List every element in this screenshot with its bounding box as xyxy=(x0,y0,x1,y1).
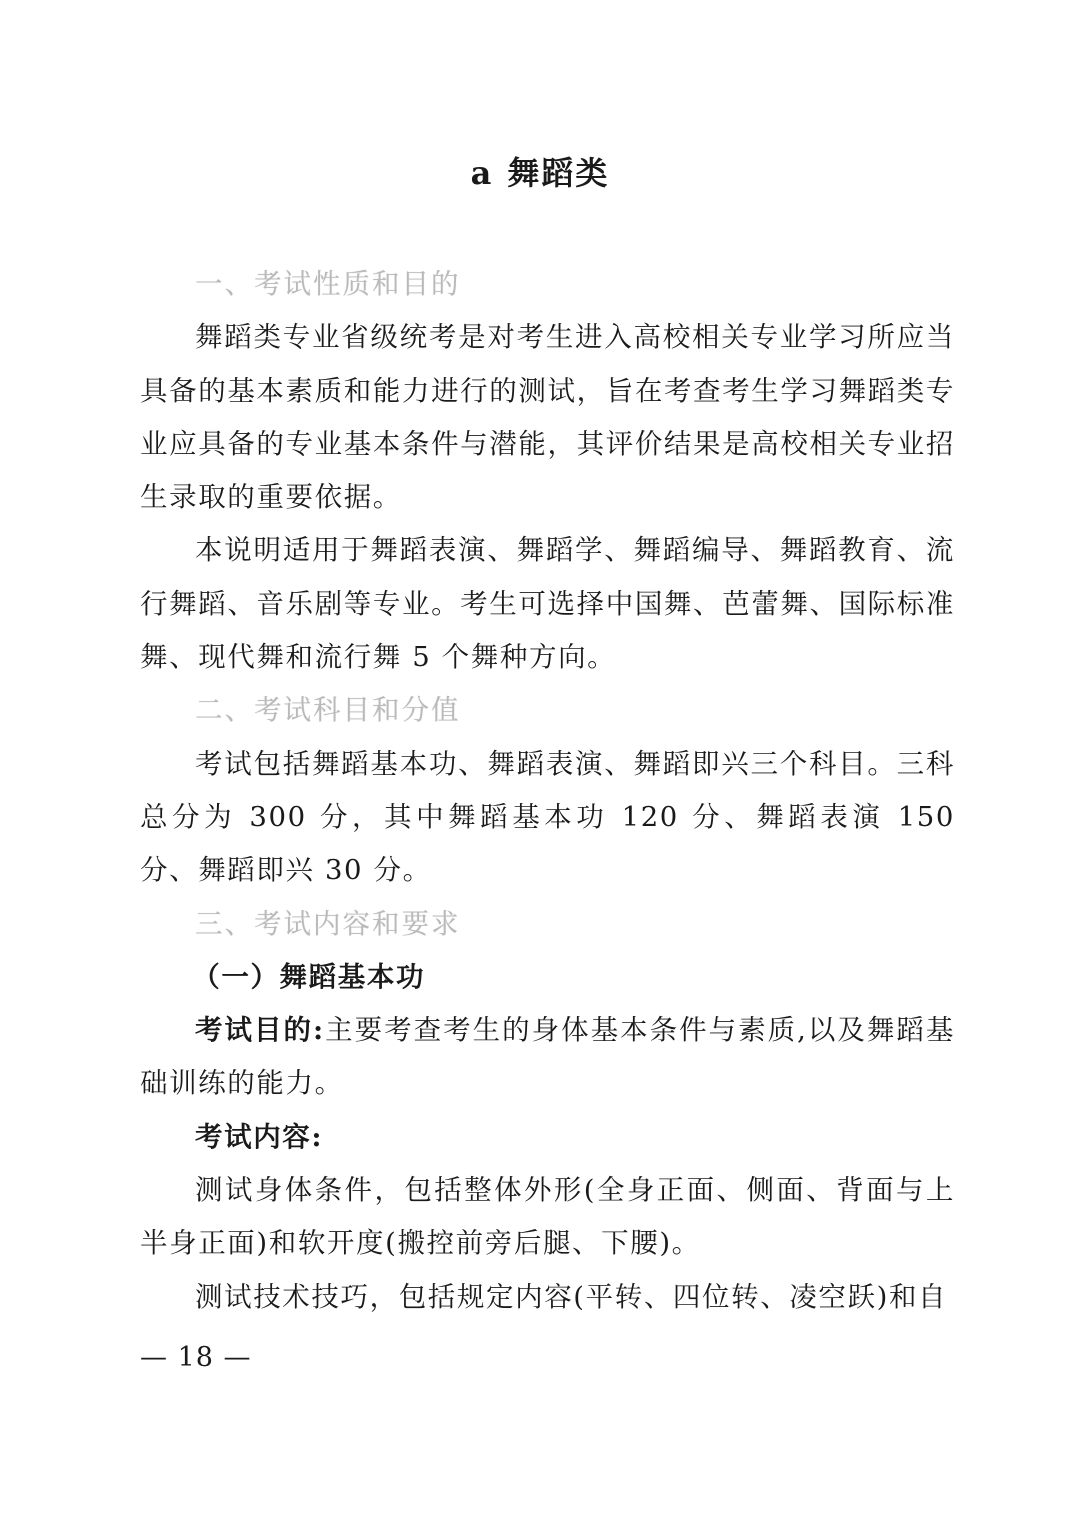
paragraph-technique: 测试技术技巧，包括规定内容(平转、四位转、凌空跃)和自 xyxy=(195,1280,948,1313)
document-body xyxy=(140,258,955,1324)
paragraph-subjects-scores: 考试包括舞蹈基本功、舞蹈表演、舞蹈即兴三个科目。三科总分为 300 分，其中舞蹈基本功 120 分、舞蹈表演 150 分、舞蹈即兴 30 分。 xyxy=(140,747,955,887)
exam-purpose-text: 主要考查考生的身体基本条件与素质,以及舞蹈基础训练的能力。 xyxy=(140,1014,955,1100)
paragraph-exam-content xyxy=(140,1111,955,1164)
title-text: 舞蹈类 xyxy=(507,154,610,192)
page-title xyxy=(0,148,1080,198)
title-prefix: a xyxy=(470,154,494,192)
exam-purpose-label: 考试目的: xyxy=(195,1014,325,1047)
subsection-heading-basic-skills: （一）舞蹈基本功 xyxy=(192,960,426,993)
exam-content-label: 考试内容: xyxy=(195,1120,324,1153)
paragraph-scope: 本说明适用于舞蹈表演、舞蹈学、舞蹈编导、舞蹈教育、流行舞蹈、音乐剧等专业。考生可选择中国舞、芭蕾舞、国际标准舞、现代舞和流行舞 5 个舞种方向。 xyxy=(140,534,955,674)
paragraph-body-conditions: 测试身体条件，包括整体外形(全身正面、侧面、背面与上半身正面)和软开度(搬控前旁后腿、下腰)。 xyxy=(140,1174,955,1260)
section-heading-2: 二、考试科目和分值 xyxy=(195,694,461,727)
section-heading-1: 一、考试性质和目的 xyxy=(195,268,461,300)
paragraph-exam-nature: 舞蹈类专业省级统考是对考生进入高校相关专业学习所应当具备的基本素质和能力进行的测试，旨在考查考生学习舞蹈类专业应具备的专业基本条件与潜能，其评价结果是高校相关专业招生录取的重要依据。 xyxy=(140,321,955,514)
paragraph-exam-purpose xyxy=(140,1004,955,1111)
page-number: — 18 — xyxy=(140,1342,252,1373)
section-heading-3: 三、考试内容和要求 xyxy=(195,907,461,940)
